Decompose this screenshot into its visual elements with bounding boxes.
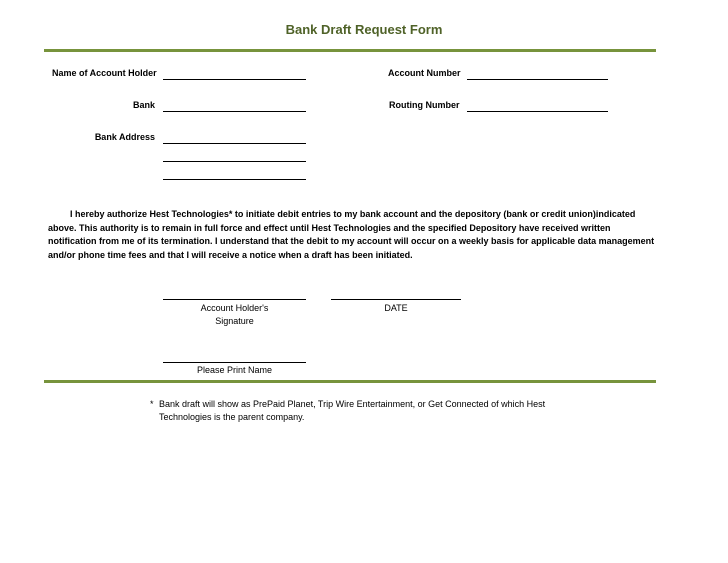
footnote-line2: Technologies is the parent company. bbox=[159, 412, 305, 422]
signature-caption-line1: Account Holder's bbox=[200, 303, 269, 313]
footnote-line1: Bank draft will show as PrePaid Planet, Trip Wire Entertainment, or Get Connected of which Hest bbox=[159, 399, 546, 409]
print-name-line[interactable] bbox=[163, 362, 306, 363]
signature-caption bbox=[163, 302, 306, 328]
signature-caption-line2: Signature bbox=[215, 316, 254, 326]
bank-label: Bank bbox=[132, 100, 155, 110]
date-line[interactable] bbox=[331, 299, 461, 300]
signature-line[interactable] bbox=[163, 299, 306, 300]
bank-address-line-1[interactable] bbox=[163, 143, 306, 144]
print-name-caption: Please Print Name bbox=[196, 365, 273, 375]
routing-number-field[interactable] bbox=[467, 111, 608, 112]
account-holder-field[interactable] bbox=[163, 79, 306, 80]
form-title: Bank Draft Request Form bbox=[285, 22, 443, 37]
footnote-marker: * bbox=[150, 399, 154, 409]
account-number-label: Account Number bbox=[388, 68, 461, 78]
bank-address-label: Bank Address bbox=[94, 132, 155, 142]
authorization-text: I hereby authorize Hest Technologies* to initiate debit entries to my bank account and the depository (bank or credit union)indicated above. This authority is to remain in full force and effect until Hest Technologies and the specified Depository have received written notification from me of its termination. I understand that the debit to my account will occur on a weekly basis for applicable data management and/or phone time fees and that I will receive a notice when a draft has been initiated. bbox=[48, 209, 655, 260]
bank-field[interactable] bbox=[163, 111, 306, 112]
bank-address-line-2[interactable] bbox=[163, 161, 306, 162]
date-caption: DATE bbox=[384, 303, 408, 313]
account-holder-label: Name of Account Holder bbox=[52, 68, 157, 78]
bottom-divider bbox=[44, 380, 656, 383]
top-divider bbox=[44, 49, 656, 52]
routing-number-label: Routing Number bbox=[389, 100, 460, 110]
account-number-field[interactable] bbox=[467, 79, 608, 80]
footnote-text bbox=[159, 398, 545, 424]
bank-address-line-3[interactable] bbox=[163, 179, 306, 180]
authorization-paragraph bbox=[48, 208, 658, 262]
